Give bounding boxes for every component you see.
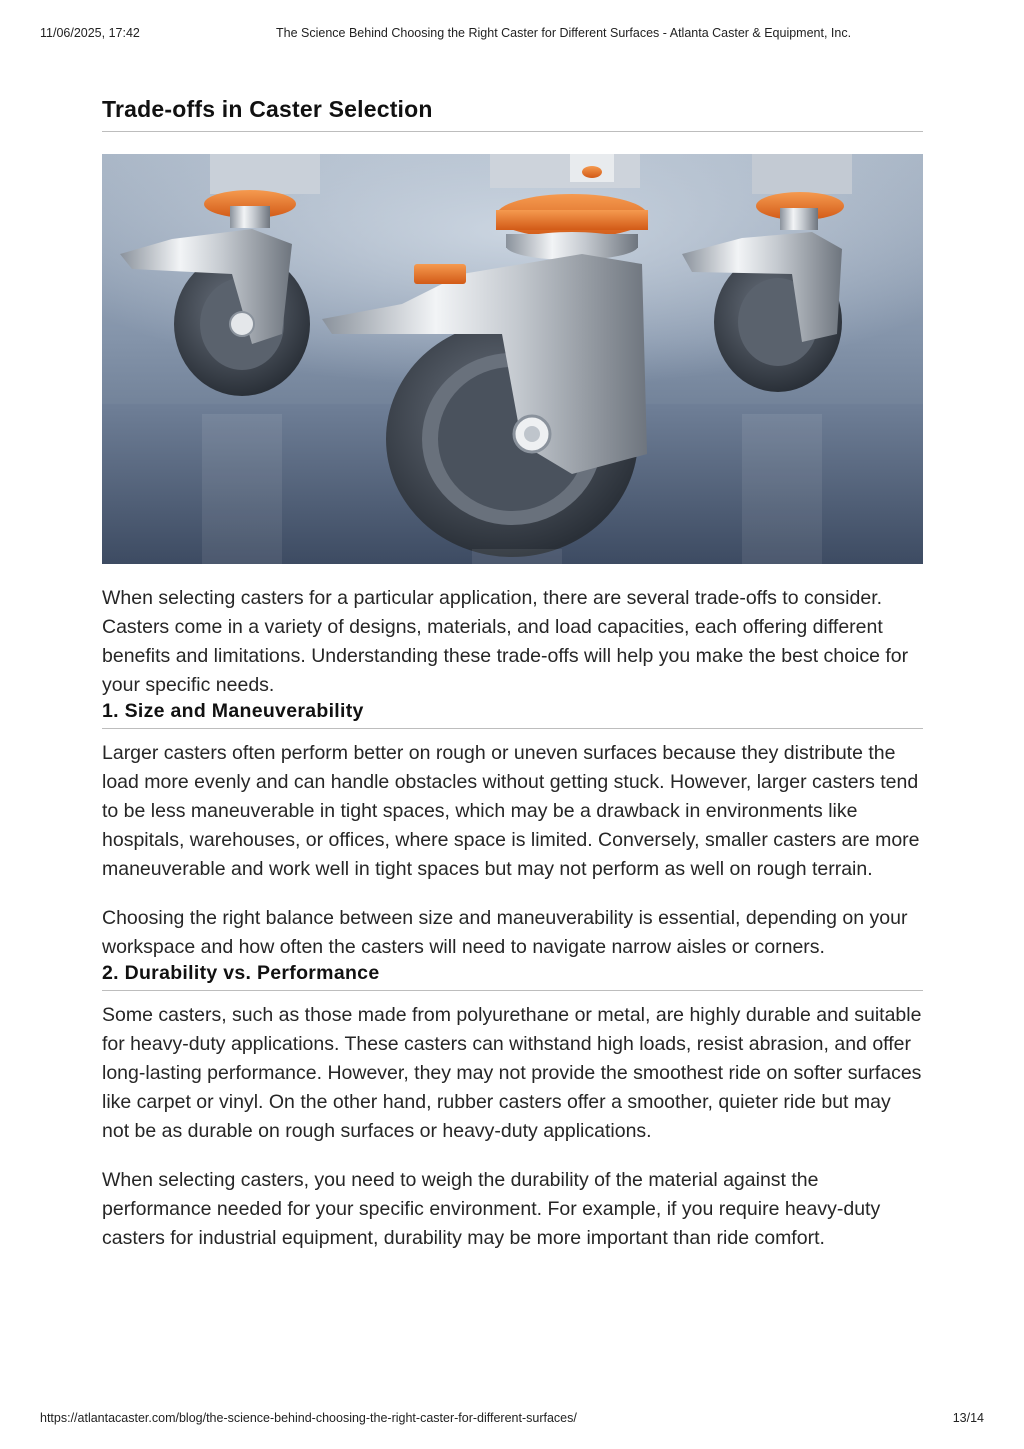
print-date: 11/06/2025, 17:42 [40,26,140,40]
article [102,96,923,1253]
page-url: https://atlantacaster.com/blog/the-science-behind-choosing-the-right-caster-for-different-surfaces/ [40,1411,577,1425]
section-heading-durability: 2. Durability vs. Performance [102,962,923,991]
intro-paragraph: When selecting casters for a particular application, there are several trade-offs to consider. Casters come in a variety of designs, materials, and load capacities, each offering different benefits and limitations. Understanding these trade-offs will help you make the best choice for your specific needs. [102,587,909,696]
print-footer [40,1411,984,1427]
section-paragraph: Some casters, such as those made from polyurethane or metal, are highly durable and suitable for heavy-duty applications. These casters can withstand high loads, resist abrasion, and offer long-lasting performance. However, they may not provide the smoothest ride on softer surfaces like carpet or vinyl. On the other hand, rubber casters offer a smoother, quieter ride but may not be as durable on rough surfaces or heavy-duty applications. [102,1004,922,1142]
caster-wheels-image [102,154,923,564]
section-paragraph: Larger casters often perform better on rough or uneven surfaces because they distribute the load more evenly and can handle obstacles without getting stuck. However, larger casters tend to be less maneuverable in tight spaces, which may be a drawback in environments like hospitals, warehouses, or offices, where space is limited. Conversely, smaller casters are more maneuverable and work well in tight spaces but may not perform as well on rough terrain. [102,742,920,880]
page-number: 13/14 [952,1411,984,1425]
print-header [40,26,984,42]
section-heading-size: 1. Size and Maneuverability [102,700,923,729]
article-heading: Trade-offs in Caster Selection [102,96,923,132]
section-paragraph: Choosing the right balance between size and maneuverability is essential, depending on your workspace and how often the casters will need to navigate narrow aisles or corners. [102,907,908,958]
section-paragraph: When selecting casters, you need to weigh the durability of the material against the performance needed for your specific environment. For example, if you require heavy-duty casters for industrial equipment, durability may be more important than ride comfort. [102,1169,881,1249]
print-doc-title: The Science Behind Choosing the Right Caster for Different Surfaces - Atlanta Caster & Equipment, Inc. [276,26,852,40]
